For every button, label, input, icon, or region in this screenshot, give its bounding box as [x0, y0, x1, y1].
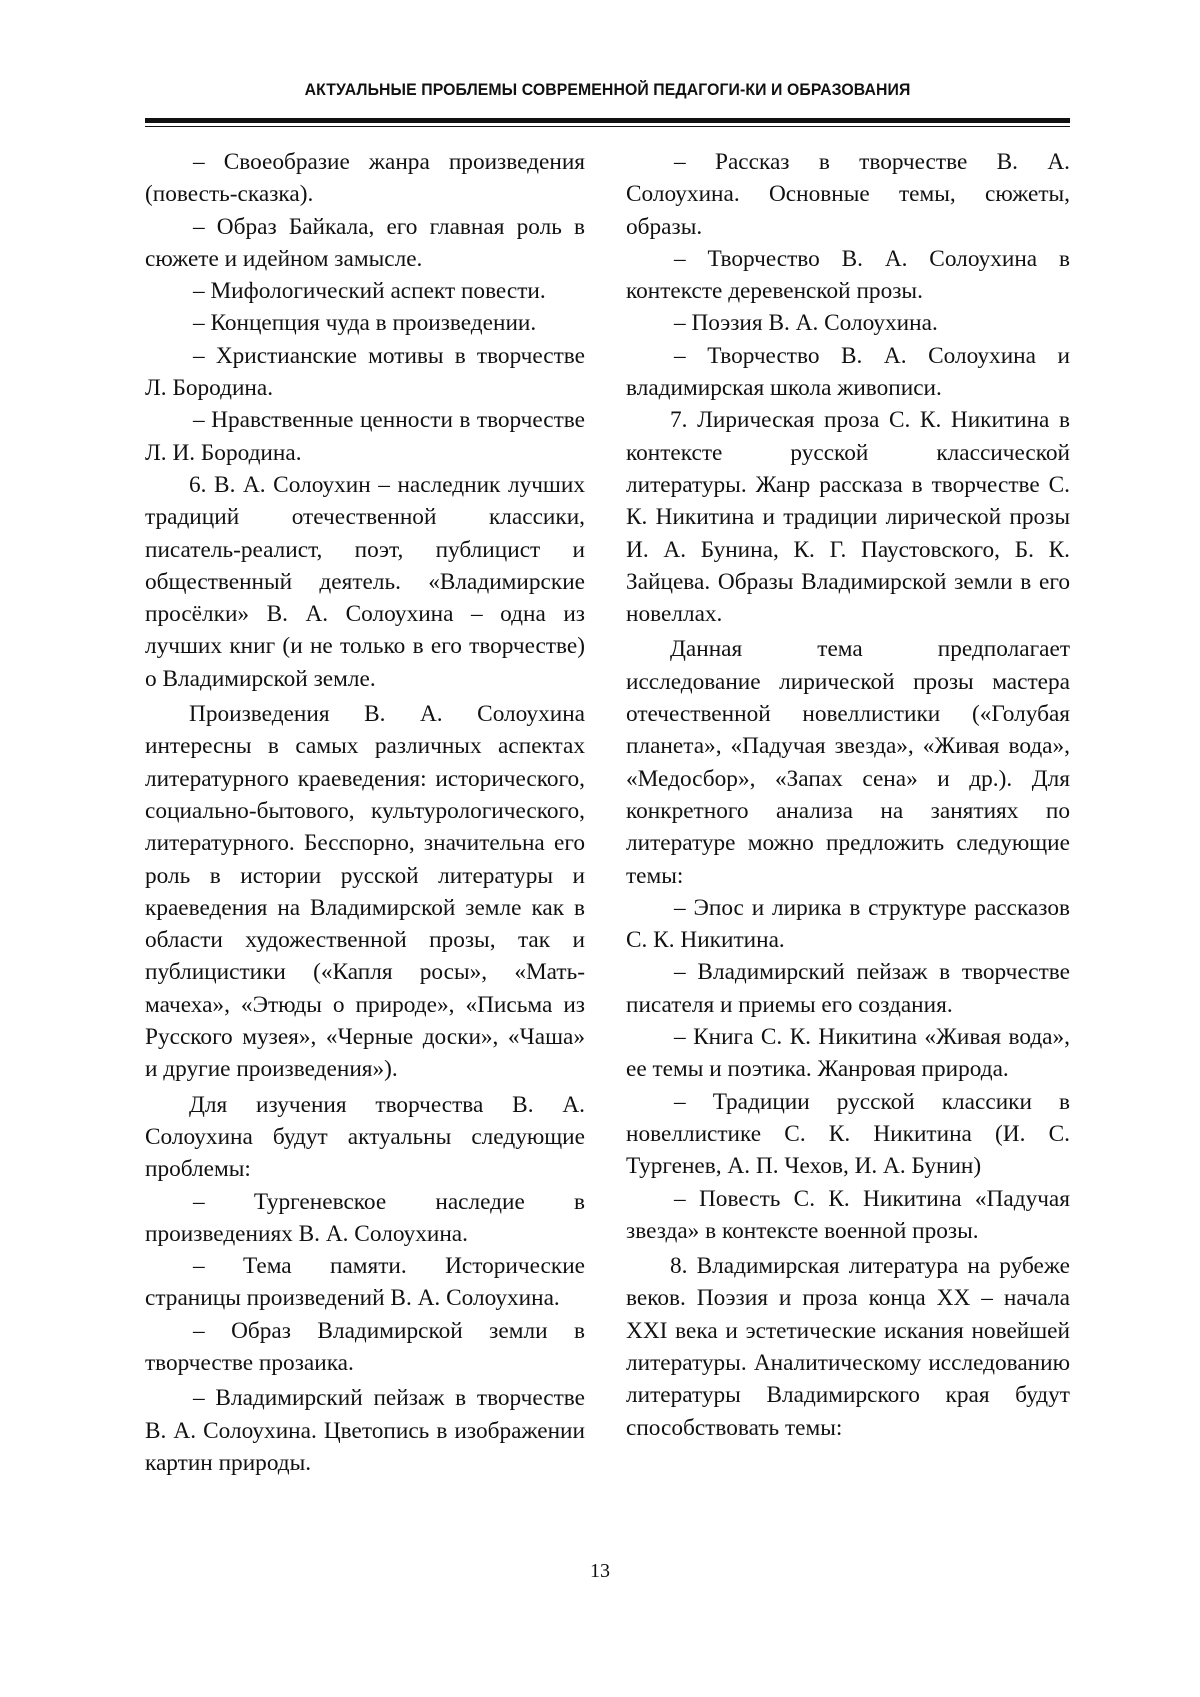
paragraph: – Нравственные ценности в творчестве Л. И. Бородина.	[145, 404, 585, 469]
paragraph: 7. Лирическая проза С. К. Никитина в контексте русской классической литературы. Жанр рассказа в творчестве С. К. Никитина и традиции лирической прозы И. А. Бунина, К. Г. Паустовского, Б. К. Зайцева. Образы Владимирской земли в его новеллах.	[626, 404, 1070, 630]
paragraph: – Книга С. К. Никитина «Живая вода», ее темы и поэтика. Жанровая природа.	[626, 1021, 1070, 1086]
paragraph: Данная тема предполагает исследование лирической прозы мастера отечественной новеллистики («Голубая планета», «Падучая звезда», «Живая вода», «Медосбор», «Запах сена» и др.). Для конкретного анализа на занятиях по литературе можно предложить следующие темы:	[626, 633, 1070, 891]
paragraph: – Владимирский пейзаж в творчестве писателя и приемы его создания.	[626, 956, 1070, 1021]
paragraph: – Концепция чуда в произведении.	[145, 307, 585, 339]
paragraph: – Рассказ в творчестве В. А. Солоухина. Основные темы, сюжеты, образы.	[626, 146, 1070, 243]
paragraph: – Творчество В. А. Солоухина и владимирская школа живописи.	[626, 340, 1070, 405]
paragraph: 8. Владимирская литература на рубеже веков. Поэзия и проза конца XX – начала XXI века и эстетические искания новейшей литературы. Аналитическому исследованию литературы Владимирского края будут способствовать темы:	[626, 1250, 1070, 1444]
left-column	[145, 146, 585, 1479]
header-rule-thin	[145, 126, 1070, 127]
paragraph: – Христианские мотивы в творчестве Л. Бородина.	[145, 340, 585, 405]
paragraph: – Творчество В. А. Солоухина в контексте деревенской прозы.	[626, 243, 1070, 308]
paragraph: Для изучения творчества В. А. Солоухина будут актуальны следующие проблемы:	[145, 1089, 585, 1186]
paragraph: – Образ Владимирской земли в творчестве прозаика.	[145, 1315, 585, 1380]
page-number: 13	[0, 1560, 1200, 1583]
header-rule-thick	[145, 118, 1070, 123]
paragraph: – Тема памяти. Исторические страницы произведений В. А. Солоухина.	[145, 1250, 585, 1315]
paragraph: – Традиции русской классики в новеллистике С. К. Никитина (И. С. Тургенев, А. П. Чехов, И. А. Бунин)	[626, 1086, 1070, 1183]
running-header: АКТУАЛЬНЫЕ ПРОБЛЕМЫ СОВРЕМЕННОЙ ПЕДАГОГИ-КИ И ОБРАЗОВАНИЯ	[177, 80, 1037, 100]
paragraph: – Своеобразие жанра произведения (повесть-сказка).	[145, 146, 585, 211]
paragraph: 6. В. А. Солоухин – наследник лучших традиций отечественной классики, писатель-реалист, поэт, публицист и общественный деятель. «Владимирские просёлки» В. А. Солоухина – одна из лучших книг (и не только в его творчестве) о Владимирской земле.	[145, 469, 585, 695]
paragraph: – Образ Байкала, его главная роль в сюжете и идейном замысле.	[145, 211, 585, 276]
paragraph: – Тургеневское наследие в произведениях В. А. Солоухина.	[145, 1186, 585, 1251]
paragraph: – Эпос и лирика в структуре рассказов С. К. Никитина.	[626, 892, 1070, 957]
paragraph: – Поэзия В. А. Солоухина.	[626, 307, 1070, 339]
paragraph: – Мифологический аспект повести.	[145, 275, 585, 307]
right-column	[626, 146, 1070, 1444]
paragraph: Произведения В. А. Солоухина интересны в самых различных аспектах литературного краеведения: исторического, социально-бытового, культурологического, литературного. Бесспорно, значительна его роль в истории русской литературы и краеведения на Владимирской земле как в области художественной прозы, так и публицистики («Капля росы», «Мать-мачеха», «Этюды о природе», «Письма из Русского музея», «Черные доски», «Чаша» и другие произведения»).	[145, 698, 585, 1086]
paragraph: – Владимирский пейзаж в творчестве В. А. Солоухина. Цветопись в изображении картин природы.	[145, 1382, 585, 1479]
paragraph: – Повесть С. К. Никитина «Падучая звезда» в контексте военной прозы.	[626, 1183, 1070, 1248]
